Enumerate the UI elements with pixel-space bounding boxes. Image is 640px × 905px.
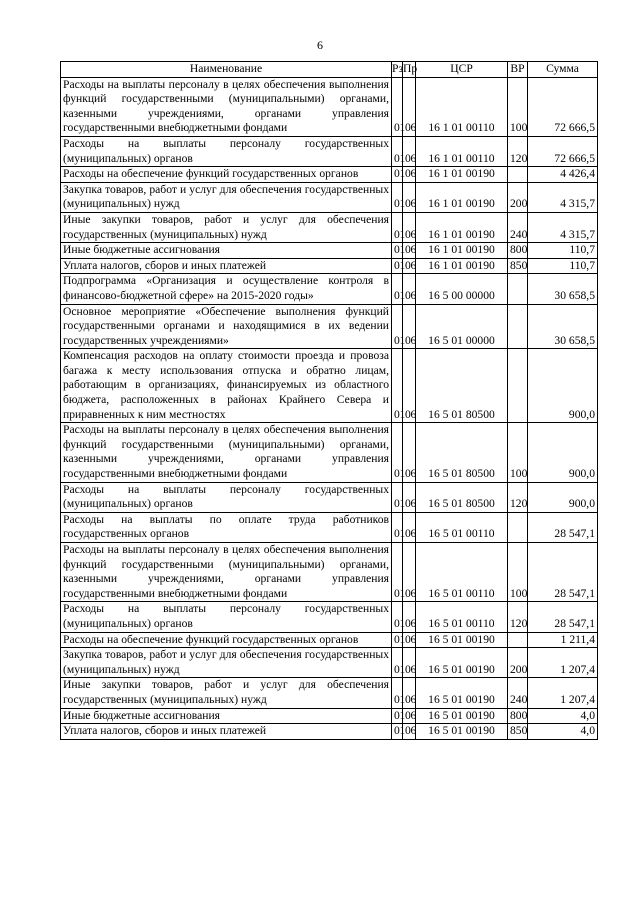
table-row (61, 678, 598, 708)
cell-name: Расходы на обеспечение функций государственных органов (61, 632, 392, 648)
cell-sum: 28 547,1 (528, 543, 598, 602)
cell-vr: 800 (508, 708, 528, 724)
cell-rz: 01 (392, 512, 403, 542)
cell-sum: 1 207,4 (528, 648, 598, 678)
cell-sum: 72 666,5 (528, 136, 598, 166)
cell-csr: 16 5 01 00000 (416, 304, 508, 349)
cell-name: Компенсация расходов на оплату стоимости проезда и провоза багажа к месту использования отпуска и обратно лицам, работающим в организациях, финансируемых из областного бюджета, расположенных в районах Крайнего Севера и приравненных к ним местностях (61, 349, 392, 423)
cell-csr: 16 5 01 00110 (416, 512, 508, 542)
table-row (61, 243, 598, 259)
cell-name: Основное мероприятие «Обеспечение выполнения функций государственными органами и находящимися в их ведении государственных учреждениями» (61, 304, 392, 349)
cell-name: Закупка товаров, работ и услуг для обеспечения государственных (муниципальных) нужд (61, 648, 392, 678)
cell-vr: 100 (508, 423, 528, 482)
cell-vr: 800 (508, 243, 528, 259)
table-header-row (61, 62, 598, 78)
cell-sum: 900,0 (528, 482, 598, 512)
table-row (61, 543, 598, 602)
cell-name: Уплата налогов, сборов и иных платежей (61, 724, 392, 740)
cell-vr (508, 274, 528, 304)
cell-vr: 120 (508, 136, 528, 166)
cell-rz: 01 (392, 678, 403, 708)
table-row (61, 304, 598, 349)
cell-pr: 06 (403, 77, 416, 136)
cell-rz: 01 (392, 258, 403, 274)
cell-sum: 1 207,4 (528, 678, 598, 708)
cell-csr: 16 1 01 00190 (416, 212, 508, 242)
cell-sum: 900,0 (528, 349, 598, 423)
cell-vr (508, 512, 528, 542)
cell-csr: 16 5 01 00190 (416, 708, 508, 724)
table-row (61, 708, 598, 724)
cell-pr: 06 (403, 708, 416, 724)
cell-csr: 16 5 00 00000 (416, 274, 508, 304)
cell-csr: 16 5 01 00190 (416, 724, 508, 740)
cell-name: Иные бюджетные ассигнования (61, 243, 392, 259)
table-row (61, 648, 598, 678)
cell-csr: 16 1 01 00190 (416, 167, 508, 183)
header-pr: Пр (403, 62, 416, 78)
cell-name: Подпрограмма «Организация и осуществление контроля в финансово-бюджетной сфере» на 2015-2020 годы» (61, 274, 392, 304)
table-row (61, 77, 598, 136)
cell-pr: 06 (403, 543, 416, 602)
cell-name: Иные бюджетные ассигнования (61, 708, 392, 724)
cell-pr: 06 (403, 274, 416, 304)
cell-rz: 01 (392, 182, 403, 212)
cell-csr: 16 5 01 80500 (416, 423, 508, 482)
cell-vr (508, 167, 528, 183)
cell-csr: 16 1 01 00110 (416, 77, 508, 136)
cell-csr: 16 5 01 00110 (416, 602, 508, 632)
cell-rz: 01 (392, 167, 403, 183)
cell-sum: 900,0 (528, 423, 598, 482)
cell-pr: 06 (403, 423, 416, 482)
cell-pr: 06 (403, 678, 416, 708)
cell-vr (508, 632, 528, 648)
cell-vr: 100 (508, 77, 528, 136)
cell-sum: 4 315,7 (528, 182, 598, 212)
cell-pr: 06 (403, 724, 416, 740)
cell-vr: 100 (508, 543, 528, 602)
cell-pr: 06 (403, 632, 416, 648)
cell-sum: 4 315,7 (528, 212, 598, 242)
cell-sum: 4,0 (528, 724, 598, 740)
cell-pr: 06 (403, 648, 416, 678)
table-row (61, 258, 598, 274)
cell-vr: 200 (508, 648, 528, 678)
cell-rz: 01 (392, 77, 403, 136)
table-row (61, 423, 598, 482)
cell-pr: 06 (403, 167, 416, 183)
cell-csr: 16 5 01 00110 (416, 543, 508, 602)
cell-csr: 16 1 01 00110 (416, 136, 508, 166)
cell-csr: 16 5 01 00190 (416, 632, 508, 648)
cell-sum: 30 658,5 (528, 304, 598, 349)
cell-vr: 850 (508, 724, 528, 740)
table-row (61, 349, 598, 423)
cell-vr: 240 (508, 678, 528, 708)
cell-name: Расходы на обеспечение функций государственных органов (61, 167, 392, 183)
cell-sum: 30 658,5 (528, 274, 598, 304)
table-row (61, 274, 598, 304)
cell-name: Закупка товаров, работ и услуг для обеспечения государственных (муниципальных) нужд (61, 182, 392, 212)
table-row (61, 136, 598, 166)
cell-name: Иные закупки товаров, работ и услуг для обеспечения государственных (муниципальных) нужд (61, 678, 392, 708)
cell-vr: 120 (508, 602, 528, 632)
header-rz: Рз (392, 62, 403, 78)
page-number: 6 (317, 38, 323, 52)
cell-sum: 4 426,4 (528, 167, 598, 183)
cell-csr: 16 1 01 00190 (416, 243, 508, 259)
cell-csr: 16 5 01 00190 (416, 678, 508, 708)
cell-rz: 01 (392, 543, 403, 602)
table-row (61, 602, 598, 632)
cell-rz: 01 (392, 349, 403, 423)
cell-csr: 16 5 01 00190 (416, 648, 508, 678)
cell-sum: 4,0 (528, 708, 598, 724)
cell-sum: 1 211,4 (528, 632, 598, 648)
cell-csr: 16 1 01 00190 (416, 258, 508, 274)
cell-name: Расходы на выплаты персоналу в целях обеспечения выполнения функций государственными (муниципальными) органами, казенными учреждениями, органами управления государственными внебюджетными фондами (61, 77, 392, 136)
cell-name: Расходы на выплаты персоналу государственных (муниципальных) органов (61, 482, 392, 512)
table-body (61, 77, 598, 739)
cell-sum: 110,7 (528, 243, 598, 259)
table-row (61, 482, 598, 512)
cell-sum: 110,7 (528, 258, 598, 274)
cell-rz: 01 (392, 602, 403, 632)
cell-name: Расходы на выплаты персоналу государственных (муниципальных) органов (61, 602, 392, 632)
cell-name: Расходы на выплаты по оплате труда работников государственных органов (61, 512, 392, 542)
cell-pr: 06 (403, 512, 416, 542)
cell-name: Расходы на выплаты персоналу в целях обеспечения выполнения функций государственными (муниципальными) органами, казенными учреждениями, органами управления государственными внебюджетными фондами (61, 543, 392, 602)
cell-rz: 01 (392, 482, 403, 512)
cell-pr: 06 (403, 482, 416, 512)
cell-name: Иные закупки товаров, работ и услуг для обеспечения государственных (муниципальных) нужд (61, 212, 392, 242)
table-row (61, 632, 598, 648)
table-row (61, 212, 598, 242)
cell-vr: 850 (508, 258, 528, 274)
table-row (61, 167, 598, 183)
cell-pr: 06 (403, 136, 416, 166)
cell-sum: 28 547,1 (528, 512, 598, 542)
cell-rz: 01 (392, 243, 403, 259)
cell-rz: 01 (392, 212, 403, 242)
cell-rz: 01 (392, 304, 403, 349)
table-row (61, 512, 598, 542)
cell-vr (508, 349, 528, 423)
cell-pr: 06 (403, 349, 416, 423)
cell-rz: 01 (392, 648, 403, 678)
cell-vr: 240 (508, 212, 528, 242)
header-sum: Сумма (528, 62, 598, 78)
cell-rz: 01 (392, 423, 403, 482)
cell-pr: 06 (403, 212, 416, 242)
table-row (61, 724, 598, 740)
cell-name: Расходы на выплаты персоналу в целях обеспечения выполнения функций государственными (муниципальными) органами, казенными учреждениями, органами управления государственными внебюджетными фондами (61, 423, 392, 482)
cell-csr: 16 5 01 80500 (416, 349, 508, 423)
cell-pr: 06 (403, 258, 416, 274)
table-row (61, 182, 598, 212)
cell-rz: 01 (392, 724, 403, 740)
cell-rz: 01 (392, 274, 403, 304)
header-csr: ЦСР (416, 62, 508, 78)
cell-sum: 72 666,5 (528, 77, 598, 136)
cell-pr: 06 (403, 182, 416, 212)
header-vr: ВР (508, 62, 528, 78)
cell-pr: 06 (403, 304, 416, 349)
budget-table (60, 61, 598, 740)
cell-pr: 06 (403, 243, 416, 259)
cell-sum: 28 547,1 (528, 602, 598, 632)
header-name: Наименование (61, 62, 392, 78)
cell-vr (508, 304, 528, 349)
cell-name: Уплата налогов, сборов и иных платежей (61, 258, 392, 274)
cell-rz: 01 (392, 136, 403, 166)
cell-csr: 16 1 01 00190 (416, 182, 508, 212)
cell-rz: 01 (392, 632, 403, 648)
cell-vr: 120 (508, 482, 528, 512)
cell-vr: 200 (508, 182, 528, 212)
cell-rz: 01 (392, 708, 403, 724)
cell-name: Расходы на выплаты персоналу государственных (муниципальных) органов (61, 136, 392, 166)
cell-csr: 16 5 01 80500 (416, 482, 508, 512)
cell-pr: 06 (403, 602, 416, 632)
